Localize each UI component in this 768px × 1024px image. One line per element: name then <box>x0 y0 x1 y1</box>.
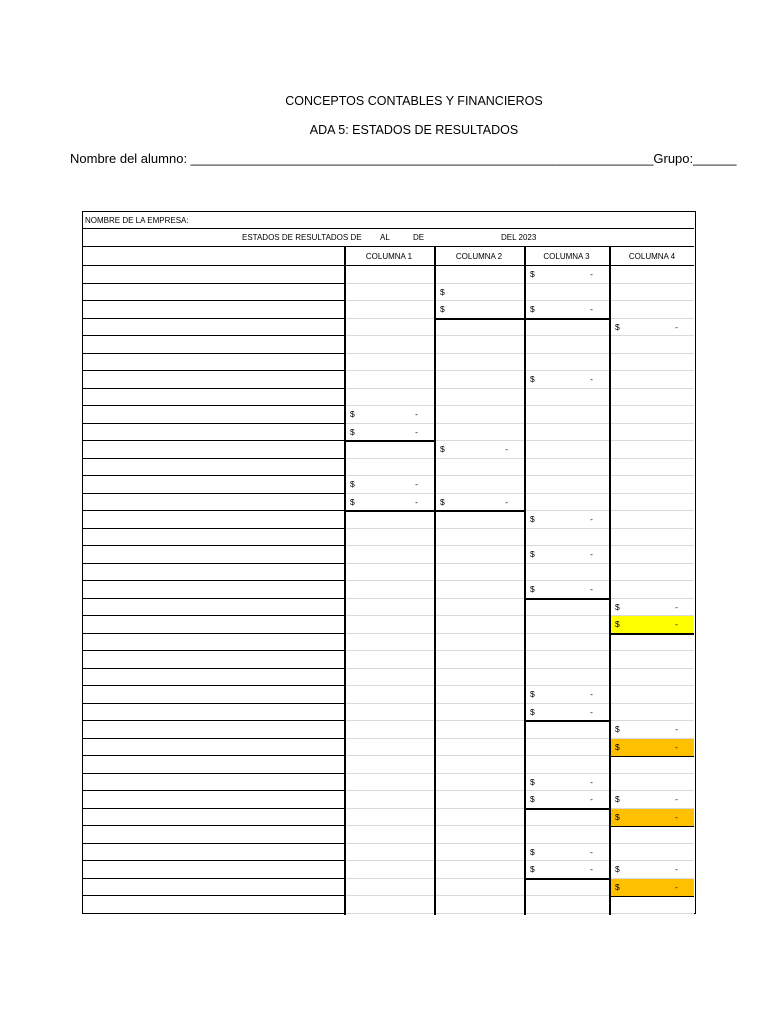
currency-symbol: $ <box>530 847 535 858</box>
de-label: DE <box>413 233 425 242</box>
subtotal-rule <box>524 878 609 880</box>
zero-dash: - <box>505 497 508 508</box>
label-row-border <box>83 370 344 371</box>
label-row-border <box>83 825 344 826</box>
currency-symbol: $ <box>615 742 620 753</box>
zero-dash: - <box>590 584 593 595</box>
header-rule <box>83 246 694 247</box>
zero-dash: - <box>590 549 593 560</box>
zero-dash: - <box>505 444 508 455</box>
zero-dash: - <box>590 794 593 805</box>
subtotal-rule <box>434 318 524 320</box>
zero-dash: - <box>415 427 418 438</box>
income-statement-sheet <box>82 211 696 914</box>
column-separator <box>434 246 436 915</box>
label-row-border <box>83 283 344 284</box>
zero-dash: - <box>590 864 593 875</box>
grid-line <box>344 685 694 686</box>
amount-cell <box>611 319 694 336</box>
zero-dash: - <box>590 707 593 718</box>
zero-dash: - <box>590 374 593 385</box>
grid-line <box>344 370 694 371</box>
label-row-border <box>83 685 344 686</box>
subtotal-rule <box>524 598 609 600</box>
amount-cell <box>346 494 434 511</box>
amount-cell <box>611 861 694 878</box>
amount-cell <box>526 861 609 878</box>
zero-dash: - <box>675 882 678 893</box>
column-4-header: COLUMNA 4 <box>628 252 676 261</box>
label-row-border <box>83 913 344 914</box>
currency-symbol: $ <box>615 812 620 823</box>
amount-cell <box>611 616 694 633</box>
zero-dash: - <box>415 479 418 490</box>
label-row-border <box>83 755 344 756</box>
currency-symbol: $ <box>615 794 620 805</box>
label-row-border <box>83 633 344 634</box>
label-row-border <box>83 808 344 809</box>
currency-symbol: $ <box>530 777 535 788</box>
zero-dash: - <box>675 602 678 613</box>
currency-symbol: $ <box>350 409 355 420</box>
amount-cell <box>611 809 694 826</box>
currency-symbol: $ <box>615 864 620 875</box>
amount-cell <box>526 704 609 721</box>
label-row-border <box>83 353 344 354</box>
label-row-border <box>83 300 344 301</box>
column-3-header: COLUMNA 3 <box>543 252 590 261</box>
document-title: CONCEPTOS CONTABLES Y FINANCIEROS <box>285 94 543 108</box>
subtotal-rule <box>524 318 609 320</box>
del-label: DEL 2023 <box>501 233 537 242</box>
label-row-border <box>83 458 344 459</box>
label-row-border <box>83 773 344 774</box>
currency-symbol: $ <box>350 497 355 508</box>
zero-dash: - <box>675 794 678 805</box>
amount-cell <box>526 844 609 861</box>
currency-symbol: $ <box>530 794 535 805</box>
label-row-border <box>83 790 344 791</box>
zero-dash: - <box>590 269 593 280</box>
label-row-border <box>83 668 344 669</box>
label-row-border <box>83 545 344 546</box>
grid-line <box>344 773 694 774</box>
amount-cell <box>526 791 609 808</box>
column-1-header: COLUMNA 1 <box>365 252 413 261</box>
label-row-border <box>83 895 344 896</box>
label-row-border <box>83 563 344 564</box>
subtotal-rule <box>609 633 694 635</box>
amount-cell <box>611 599 694 616</box>
statement-label: ESTADOS DE RESULTADOS DE <box>242 233 362 242</box>
label-row-border <box>83 475 344 476</box>
currency-symbol: $ <box>440 287 445 298</box>
label-row-border <box>83 440 344 441</box>
label-row-border <box>83 615 344 616</box>
amount-cell <box>346 424 434 441</box>
grid-line <box>344 458 694 459</box>
amount-cell <box>526 774 609 791</box>
grid-line <box>344 580 694 581</box>
label-row-border <box>83 493 344 494</box>
zero-dash: - <box>590 689 593 700</box>
amount-cell <box>611 739 694 756</box>
grid-line <box>344 545 694 546</box>
al-label: AL <box>380 233 390 242</box>
grid-line <box>344 528 694 529</box>
zero-dash: - <box>415 409 418 420</box>
label-row-border <box>83 388 344 389</box>
amount-cell <box>526 686 609 703</box>
currency-symbol: $ <box>615 882 620 893</box>
currency-symbol: $ <box>350 479 355 490</box>
amount-cell <box>346 406 434 423</box>
currency-symbol: $ <box>530 707 535 718</box>
column-2-header: COLUMNA 2 <box>455 252 503 261</box>
zero-dash: - <box>675 322 678 333</box>
amount-cell <box>526 511 609 528</box>
grid-line <box>344 703 694 704</box>
company-label: NOMBRE DE LA EMPRESA: <box>85 216 189 225</box>
subtotal-rule <box>524 808 609 810</box>
label-row-border <box>83 703 344 704</box>
currency-symbol: $ <box>530 549 535 560</box>
currency-symbol: $ <box>615 322 620 333</box>
currency-symbol: $ <box>530 864 535 875</box>
zero-dash: - <box>675 724 678 735</box>
amount-cell <box>436 494 524 511</box>
label-row-border <box>83 423 344 424</box>
zero-dash: - <box>675 742 678 753</box>
grid-line <box>344 843 694 844</box>
currency-symbol: $ <box>440 497 445 508</box>
header-rule <box>83 228 694 229</box>
zero-dash: - <box>590 777 593 788</box>
amount-cell <box>611 879 694 896</box>
student-name-line: Nombre del alumno: ________________________________________________________________Grupo:______ <box>70 151 737 166</box>
grid-line <box>344 563 694 564</box>
grid-line <box>344 353 694 354</box>
currency-symbol: $ <box>440 444 445 455</box>
label-row-border <box>83 405 344 406</box>
label-row-border <box>83 510 344 511</box>
label-row-border <box>83 650 344 651</box>
currency-symbol: $ <box>615 602 620 613</box>
amount-cell <box>526 266 609 283</box>
label-row-border <box>83 860 344 861</box>
amount-cell <box>526 301 609 318</box>
amount-cell <box>611 721 694 738</box>
currency-symbol: $ <box>530 269 535 280</box>
amount-cell <box>436 441 524 458</box>
zero-dash: - <box>415 497 418 508</box>
amount-cell <box>436 301 524 318</box>
label-row-border <box>83 580 344 581</box>
column-separator <box>344 246 346 915</box>
label-row-border <box>83 598 344 599</box>
currency-symbol: $ <box>530 374 535 385</box>
currency-symbol: $ <box>530 304 535 315</box>
zero-dash: - <box>675 812 678 823</box>
zero-dash: - <box>675 619 678 630</box>
document-subtitle: ADA 5: ESTADOS DE RESULTADOS <box>309 123 519 137</box>
label-row-border <box>83 318 344 319</box>
amount-cell <box>346 476 434 493</box>
grid-line <box>344 913 694 914</box>
amount-cell <box>526 581 609 598</box>
currency-symbol: $ <box>530 584 535 595</box>
label-row-border <box>83 843 344 844</box>
zero-dash: - <box>590 304 593 315</box>
currency-symbol: $ <box>615 619 620 630</box>
currency-symbol: $ <box>350 427 355 438</box>
grid-line <box>344 388 694 389</box>
amount-cell <box>526 371 609 388</box>
zero-dash: - <box>590 847 593 858</box>
zero-dash: - <box>675 864 678 875</box>
label-row-border <box>83 878 344 879</box>
grid-line <box>344 668 694 669</box>
amount-cell <box>526 546 609 563</box>
currency-symbol: $ <box>530 689 535 700</box>
currency-symbol: $ <box>615 724 620 735</box>
grid-line <box>344 650 694 651</box>
currency-symbol: $ <box>530 514 535 525</box>
label-row-border <box>83 738 344 739</box>
amount-cell <box>436 284 524 301</box>
label-row-border <box>83 335 344 336</box>
currency-symbol: $ <box>440 304 445 315</box>
label-row-border <box>83 720 344 721</box>
amount-cell <box>611 791 694 808</box>
zero-dash: - <box>590 514 593 525</box>
label-row-border <box>83 528 344 529</box>
